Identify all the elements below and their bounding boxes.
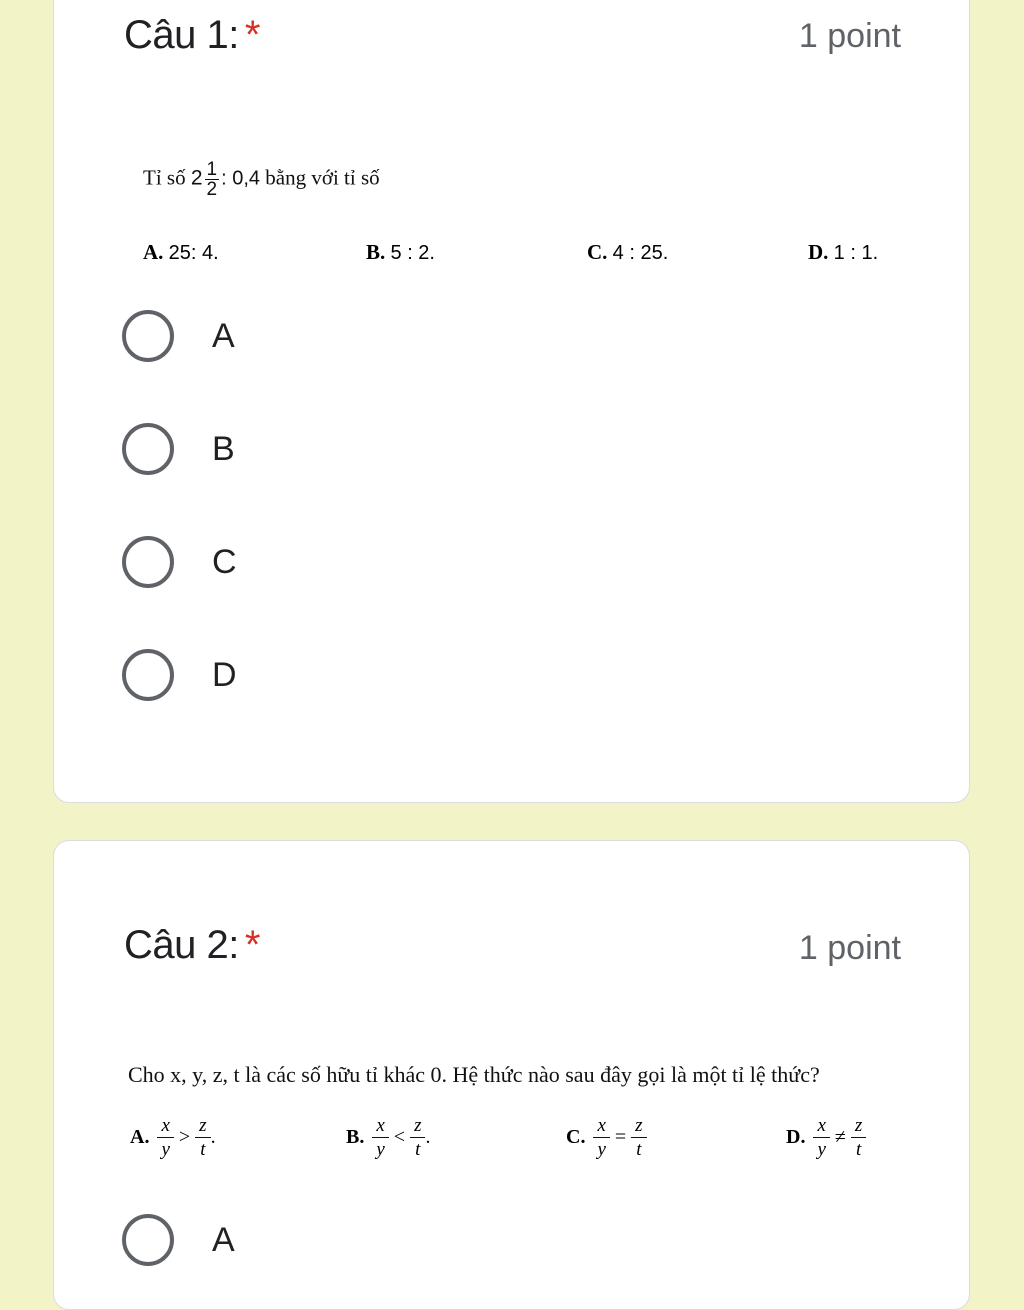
question-2-option-a: A. $\frac{x}{y}$ > $\frac{z}{t}$ . xyxy=(130,1115,216,1160)
required-asterisk: * xyxy=(244,13,260,57)
choice-a[interactable] xyxy=(122,310,235,362)
question-1-option-d: D. 1 : 1. xyxy=(808,240,879,264)
question-2-option-c: C. $\frac{x}{y}$ = $\frac{z}{t}$ xyxy=(566,1114,647,1161)
radio-button[interactable] xyxy=(122,536,174,588)
points-label: 1 point xyxy=(798,17,901,55)
question-2-option-b: B. $\frac{x}{y}$ < $\frac{z}{t}$ . xyxy=(346,1115,431,1160)
choice-d[interactable] xyxy=(122,649,237,701)
choice-label: D xyxy=(212,655,237,694)
choice-label: B xyxy=(212,429,235,468)
choice-b[interactable] xyxy=(122,423,235,475)
fraction: $\frac{1}{2}$ xyxy=(206,159,218,200)
radio-button[interactable] xyxy=(122,423,174,475)
points-label: 1 point xyxy=(798,929,901,967)
required-asterisk: * xyxy=(244,923,260,967)
choice-label: C xyxy=(212,542,237,581)
question-1-option-b: B. 5 : 2. xyxy=(366,240,435,264)
question-title: Câu 1: * xyxy=(124,13,260,57)
radio-button[interactable] xyxy=(122,1214,174,1266)
choice-label: A xyxy=(212,316,235,355)
question-2-option-d: D. $\frac{x}{y}$ ≠ $\frac{z}{t}$ xyxy=(786,1114,866,1161)
choice-a[interactable] xyxy=(122,1214,235,1266)
question-2-stem: Cho x, y, z, t là các số hữu tỉ khác 0. Hệ thức nào sau đây gọi là một tỉ lệ thức? xyxy=(128,1062,820,1087)
radio-button[interactable] xyxy=(122,649,174,701)
question-1-option-c: C. 4 : 25. xyxy=(587,240,669,264)
radio-button[interactable] xyxy=(122,310,174,362)
choice-c[interactable] xyxy=(122,536,237,588)
choice-label: A xyxy=(212,1220,235,1259)
question-title: Câu 2: * xyxy=(124,923,260,967)
question-1-option-a: A. 25: 4. xyxy=(143,240,219,264)
question-1-stem: Tỉ số 2 $\frac{1}{2}$ : 0,4 bằng với tỉ số xyxy=(143,159,380,200)
